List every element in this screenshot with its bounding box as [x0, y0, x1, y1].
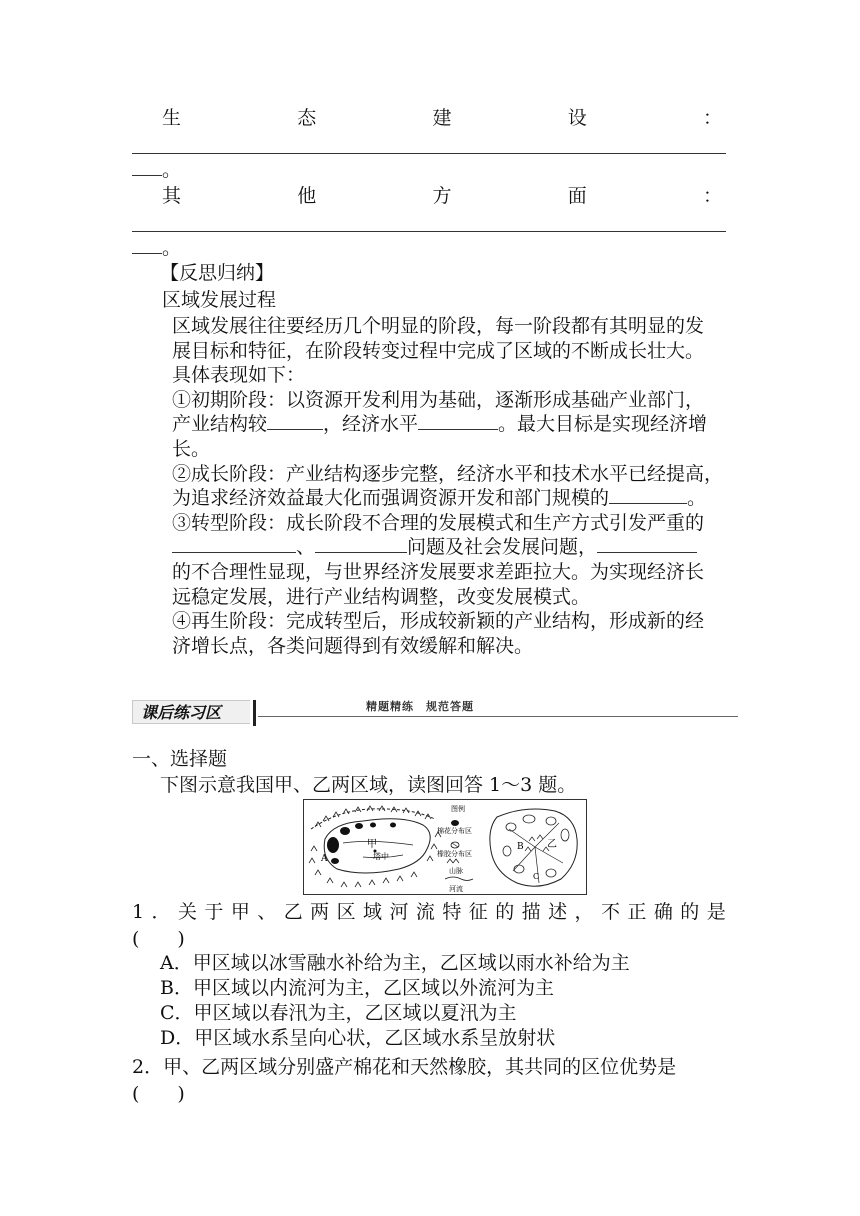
option-1B[interactable]: B．甲区域以内流河为主，乙区域以外流河为主: [160, 977, 554, 999]
banner-line: [258, 716, 738, 717]
stem-char: 于: [204, 901, 224, 923]
stem-char: 的: [680, 901, 700, 923]
fill-char: 生: [162, 107, 182, 129]
banner-label: 课后练习区: [132, 700, 250, 724]
stem-char: 的: [495, 901, 515, 923]
stem-char: 1: [132, 901, 145, 923]
answer-blank: [267, 412, 323, 430]
fill-char: 设: [567, 107, 587, 129]
tail-mark: 。: [162, 159, 182, 181]
stage4-line1: ④再生阶段：完成转型后，形成较新颖的产业结构，形成新的经: [172, 610, 705, 633]
label-C: C: [533, 872, 540, 881]
option-1D[interactable]: D．甲区域水系呈向心状，乙区域水系呈放射状: [160, 1027, 556, 1049]
stage1-line2: [172, 412, 732, 437]
banner-motto: 精题精练 规范答题: [366, 700, 474, 713]
text-span: 为追求经济效益最大化而强调资源开发和部门规模的: [172, 487, 610, 510]
stage1-line1: ①初期阶段：以资源开发利用为基础，逐渐形成基础产业部门，: [172, 388, 705, 411]
question-1-paren: ( ): [132, 928, 185, 950]
answer-blank: [597, 535, 697, 553]
fill-char: 方: [432, 185, 452, 207]
tazhong-dot: [374, 850, 377, 853]
stage3-line1: ③转型阶段：成长阶段不合理的发展模式和生产方式引发严重的: [172, 511, 705, 534]
fill-char: 面: [567, 185, 587, 207]
region-map: [303, 799, 587, 895]
legend-cotton-symbol: [451, 820, 459, 826]
stage3-line3: 的不合理性显现，与世界经济发展要求差距拉大。为实现经济长: [172, 560, 705, 583]
answer-blank: [132, 236, 162, 254]
legend-cotton: 棉花分布区: [437, 827, 472, 835]
label-tazhong: 塔中: [373, 852, 389, 861]
text-line: 展目标和特征，在阶段转变过程中完成了区域的不断成长壮大。: [172, 339, 705, 362]
fill-char: 态: [297, 107, 317, 129]
stem-char: 不: [600, 901, 620, 923]
stem-char: 征: [468, 901, 488, 923]
fill-row-ecology: [162, 104, 722, 132]
reflection-intro: [172, 314, 732, 658]
label-A: A: [321, 854, 328, 864]
stem-char: 是: [706, 901, 726, 923]
stage4-line2: 济增长点，各类问题得到有效缓解和解决。: [172, 634, 534, 657]
stem-char: 流: [415, 901, 435, 923]
stage3-line4: 远稳定发展，进行产业结构调整，改变发展模式。: [172, 585, 591, 608]
stage1-line3: 长。: [172, 437, 211, 460]
text-span: ，经济水平: [323, 413, 419, 436]
stage3-line2: [172, 535, 732, 560]
answer-blank: [315, 535, 407, 553]
section-intro: 下图示意我国甲、乙两区域，读图回答 1～3 题。: [160, 774, 577, 796]
text-line: 区域发展往往要经历几个明显的阶段，每一阶段都有其明显的发: [172, 315, 705, 337]
stem-char: 正: [627, 901, 647, 923]
fill-row-other: [162, 182, 722, 210]
legend-river: 河流: [449, 885, 463, 893]
stem-char: 特: [442, 901, 462, 923]
answer-rule: [132, 153, 726, 154]
label-B: B: [517, 842, 524, 852]
question-1-stem: [132, 899, 726, 925]
fill-char: 其: [162, 185, 182, 207]
answer-tail: [132, 158, 181, 182]
question-2-paren: ( ): [132, 1083, 185, 1105]
stem-char: 确: [653, 901, 673, 923]
stage2-line1: ②成长阶段：产业结构逐步完整，经济水平和技术水平已经提高，: [172, 462, 724, 485]
option-1C[interactable]: C．甲区域以春汛为主，乙区域以夏汛为主: [160, 1002, 517, 1024]
text-span: 、: [296, 536, 316, 559]
text-span: 产业结构较: [172, 413, 268, 436]
stem-char: ．: [151, 901, 171, 923]
option-1A[interactable]: A．甲区域以冰雪融水补给为主，乙区域以雨水补给为主: [160, 952, 630, 974]
answer-blank: [418, 412, 498, 430]
stem-char: 乙: [283, 901, 303, 923]
answer-blank: [132, 158, 162, 176]
banner-bar: [253, 700, 256, 726]
stem-char: 甲: [230, 901, 250, 923]
text-span: 。最大目标是实现经济增: [498, 413, 708, 436]
stem-char: 关: [177, 901, 197, 923]
stem-char: 描: [521, 901, 541, 923]
fill-char: 他: [297, 185, 317, 207]
section-banner: [132, 700, 738, 726]
text-span: 问题及社会发展问题，: [407, 536, 598, 559]
reflection-subheading: 区域发展过程: [162, 289, 277, 311]
stem-char: 述: [548, 901, 568, 923]
answer-blank: [609, 486, 687, 504]
label-jia: 甲: [367, 839, 377, 850]
answer-blank: [172, 535, 296, 553]
stem-char: 、: [257, 901, 277, 923]
label-yi: 乙: [547, 839, 557, 850]
reflection-heading: 【反思归纳】: [160, 262, 275, 284]
stem-char: ，: [574, 901, 594, 923]
fill-char: ：: [702, 107, 722, 129]
stage2-line2: [172, 486, 732, 511]
fill-char: ：: [702, 185, 722, 207]
stem-char: 域: [363, 901, 383, 923]
stem-char: 两: [310, 901, 330, 923]
section-title: 一、选择题: [132, 748, 228, 770]
question-2-stem: 2．甲、乙两区域分别盛产棉花和天然橡胶，其共同的区位优势是: [132, 1056, 677, 1078]
legend-title: 图例: [451, 805, 465, 813]
text-span: 。: [687, 487, 707, 510]
answer-rule: [132, 231, 726, 232]
tail-mark: 。: [162, 237, 182, 259]
stem-char: 河: [389, 901, 409, 923]
fill-char: 建: [432, 107, 452, 129]
legend-mountain: 山脉: [449, 867, 463, 875]
stem-char: 区: [336, 901, 356, 923]
text-line: 具体表现如下：: [172, 364, 306, 387]
answer-tail: [132, 236, 181, 260]
legend-rubber: 橡胶分布区: [437, 850, 472, 858]
